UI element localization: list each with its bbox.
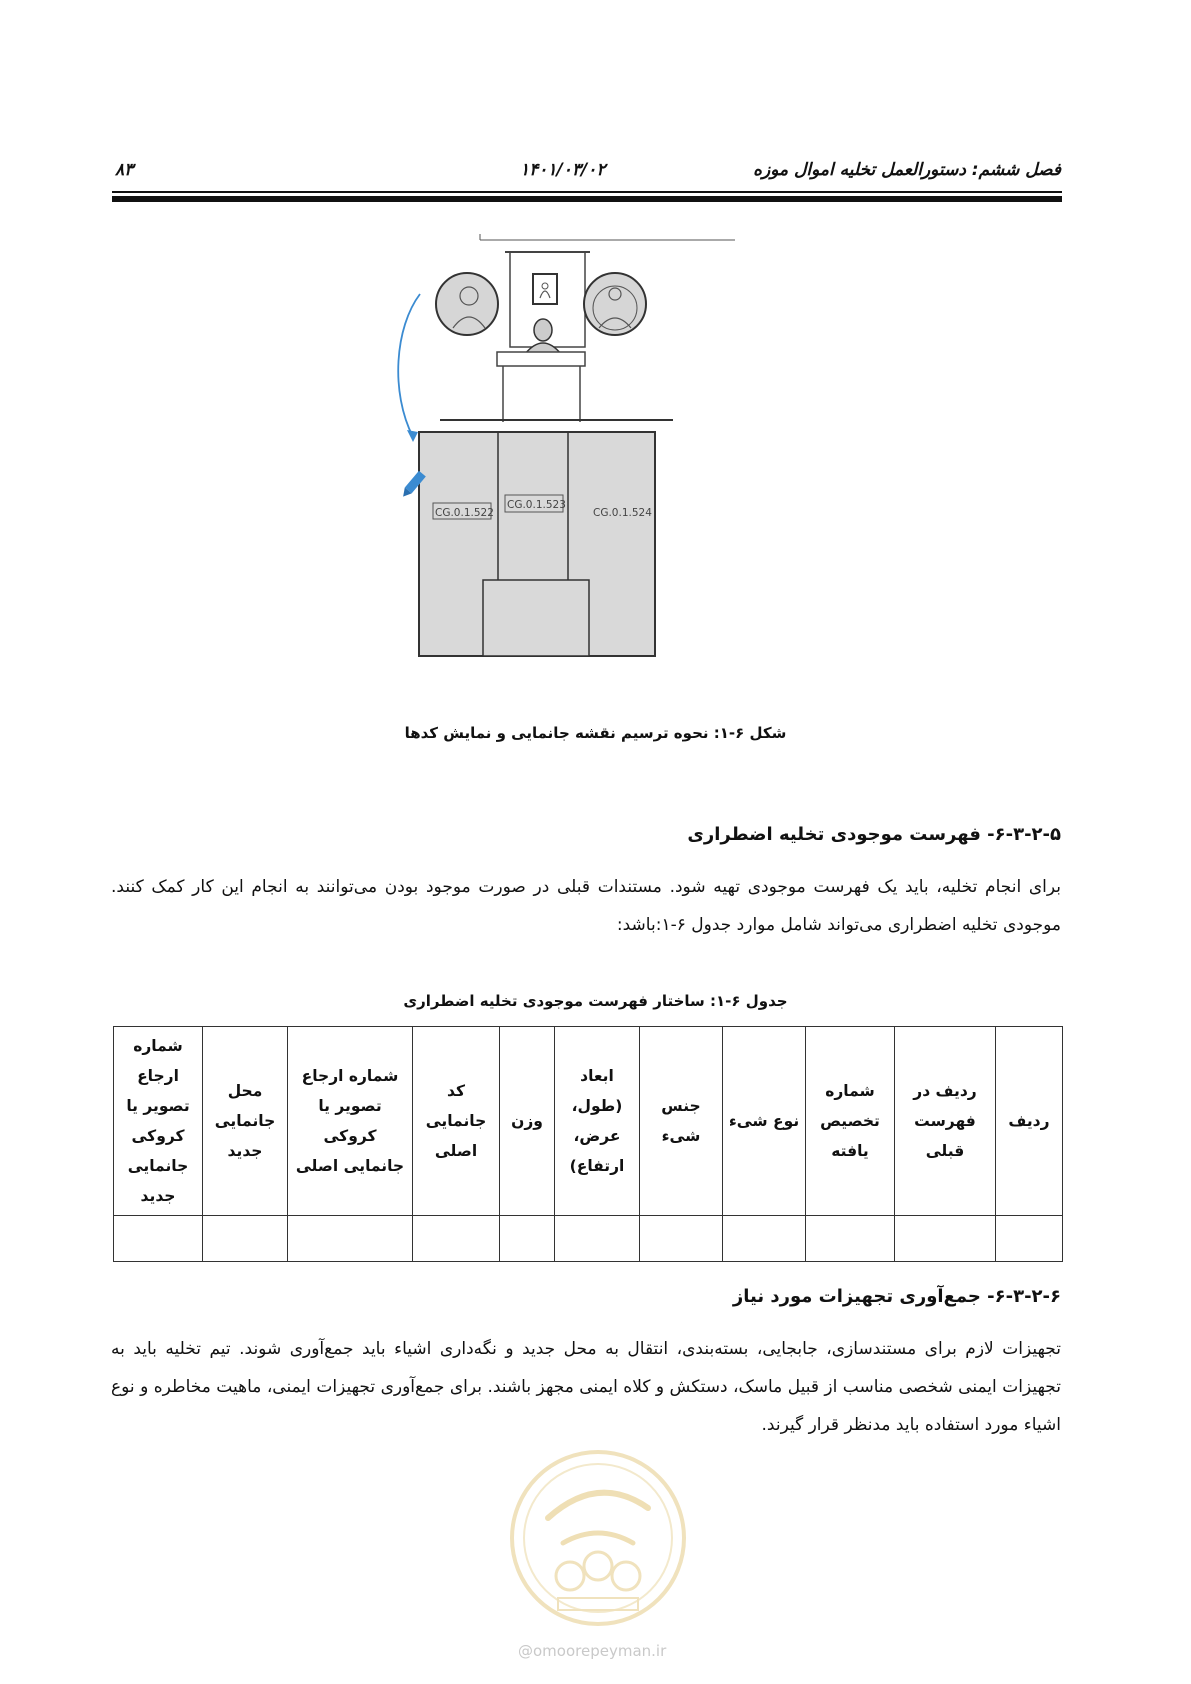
column-header: شماره ارجاع تصویر یا کروکی جانمایی اصلی (288, 1027, 413, 1216)
table-cell (555, 1216, 640, 1262)
section-paragraph: برای انجام تخلیه، باید یک فهرست موجودی تهیه شود. مستندات قبلی در صورت موجود بودن می‌توانند به انجام این کار کمک کنند. موجودی تخلیه اضطراری می‌تواند شامل موارد جدول ۶-۱:باشد: (111, 877, 1061, 935)
column-header: شماره تخصیص یافته (806, 1027, 895, 1216)
watermark-logo (508, 1448, 688, 1628)
column-header: شماره ارجاع تصویر یا کروکی جانمایی جدید (114, 1027, 203, 1216)
header-rule-thick (112, 196, 1062, 202)
table-cell (895, 1216, 996, 1262)
column-header: وزن (500, 1027, 555, 1216)
table-cell (500, 1216, 555, 1262)
table-cell (114, 1216, 203, 1262)
chapter-title: فصل ششم: دستورالعمل تخلیه اموال موزه (753, 160, 1061, 180)
section-heading: ۶-۳-۲-۶- جمع‌آوری تجهیزات مورد نیاز (732, 1286, 1061, 1307)
code-label-523: CG.0.1.523 (507, 499, 566, 511)
column-header: جنس شیء (640, 1027, 723, 1216)
column-header: کد جانمایی اصلی (413, 1027, 500, 1216)
table-cell (723, 1216, 806, 1262)
table-caption: جدول ۶-۱: ساختار فهرست موجودی تخلیه اضطراری (403, 992, 788, 1010)
code-label-522: CG.0.1.522 (435, 507, 494, 519)
table-cell (996, 1216, 1063, 1262)
figure-caption: شکل ۶-۱: نحوه ترسیم نقشه جانمایی و نمایش کدها (404, 724, 787, 742)
watermark-url: @omoorepeyman.ir (518, 1642, 667, 1660)
table-cell (640, 1216, 723, 1262)
table-cell (288, 1216, 413, 1262)
section-heading: ۶-۳-۲-۵- فهرست موجودی تخلیه اضطراری (687, 824, 1061, 845)
bust-sculpture (534, 319, 552, 341)
table-cell (806, 1216, 895, 1262)
arrow-path (398, 294, 420, 437)
column-header: نوع شیء (723, 1027, 806, 1216)
section-paragraph: تجهیزات لازم برای مستندسازی، جابجایی، بسته‌بندی، انتقال به محل جدید و نگه‌داری اشیاء باید جمع‌آوری شوند. تیم تخلیه باید به تجهیزات ایمنی شخصی مناسب از قبیل ماسک، دستکش و کلاه ایمنی مجهز باشند. برای جمع‌آوری تجهیزات ایمنی، ماهیت مخاطره و نوع اشیاء مورد استفاده باید مدنظر قرار گیرند. (111, 1339, 1061, 1435)
inventory-table (113, 1026, 1063, 1262)
table-cell (203, 1216, 288, 1262)
round-portrait-left (436, 273, 498, 335)
column-header: ابعاد (طول، عرض، ارتفاع) (555, 1027, 640, 1216)
table-header-row (114, 1027, 1063, 1216)
column-header: ردیف (996, 1027, 1063, 1216)
code-label-524: CG.0.1.524 (593, 507, 652, 519)
header-rule-thin (112, 191, 1062, 193)
document-date: ۱۴۰۱/۰۳/۰۲ (520, 160, 606, 180)
table-cell (413, 1216, 500, 1262)
layout-sketch-figure (395, 232, 735, 712)
table-row (114, 1216, 1063, 1262)
page-number: ۸۳ (115, 160, 134, 180)
column-header: محل جانمایی جدید (203, 1027, 288, 1216)
arrow-head-icon (407, 430, 418, 442)
column-header: ردیف در فهرست قبلی (895, 1027, 996, 1216)
